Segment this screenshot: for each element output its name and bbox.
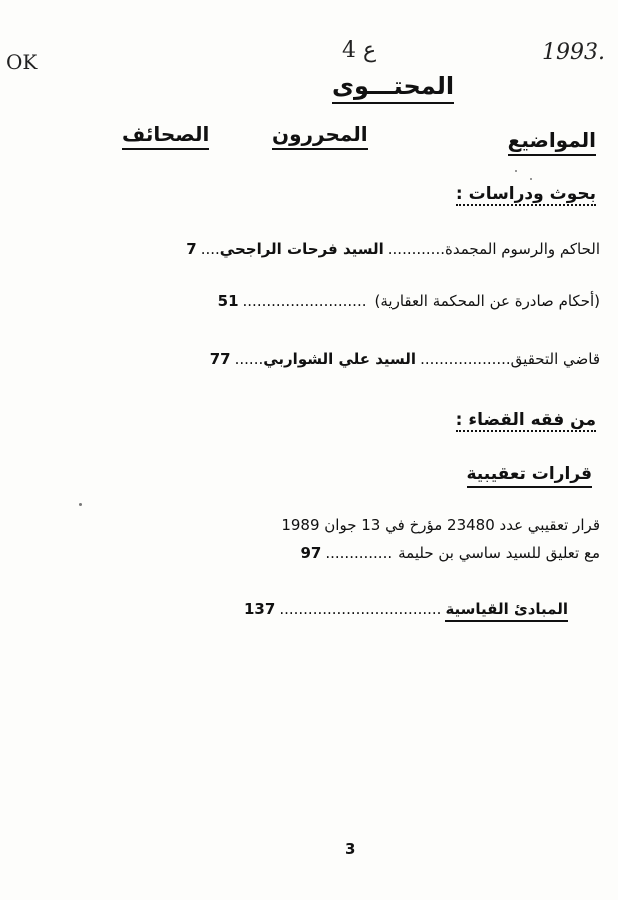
entry-title: الحاكم والرسوم المجمدة [444, 240, 600, 258]
ruling-line-1: قرار تعقيبي عدد 23480 مؤرخ في 13 جوان 1989 [281, 516, 600, 534]
margin-note-year: 1993. [542, 40, 605, 65]
column-header-pages: الصحائف [122, 122, 209, 150]
toc-entry [218, 292, 600, 310]
scan-speck [79, 503, 82, 506]
principles-label: المبادئ القياسية [445, 600, 568, 622]
entry-leader: ................... [420, 350, 511, 368]
entry-page-number: 137 [244, 600, 276, 618]
entry-page-number: 7 [186, 240, 197, 258]
entry-author: السيد علي الشواربي [263, 350, 417, 368]
toc-entry [300, 544, 600, 562]
entry-leader: .... [200, 240, 220, 258]
column-header-editors: المحررون [272, 122, 368, 150]
entry-title: قاضي التحقيق [510, 350, 600, 368]
entry-page-number: 77 [209, 350, 231, 368]
entry-page-number: 51 [217, 292, 239, 310]
entry-leader: .......................... [242, 292, 367, 310]
toc-entry [210, 350, 600, 368]
toc-entry [186, 240, 600, 258]
scan-speck [515, 170, 517, 172]
section-heading-research: بحوث ودراسات : [455, 184, 596, 204]
entry-page-number: 97 [300, 544, 322, 562]
entry-title: (أحكام صادرة عن المحكمة العقارية) [374, 292, 600, 310]
scan-speck [530, 178, 532, 180]
section-heading-rulings: قرارات تعقيبية [467, 464, 593, 488]
margin-note-volume: 4 ع [342, 38, 377, 63]
toc-entry [244, 600, 568, 622]
entry-author: السيد فرحات الراجحي [219, 240, 384, 258]
section-heading-jurisprudence: من فقه القضاء : [455, 410, 596, 430]
margin-note-ok: OK [6, 50, 38, 74]
entry-leader: ............ [387, 240, 445, 258]
ruling-line-2: مع تعليق للسيد ساسي بن حليمة [398, 544, 600, 562]
entry-leader: ...... [234, 350, 264, 368]
entry-leader: .................................. [279, 600, 442, 618]
entry-leader: .............. [325, 544, 393, 562]
column-header-topics: المواضيع [508, 128, 596, 156]
page-title: المحتـــوى [332, 72, 454, 104]
page-number: 3 [345, 840, 356, 858]
